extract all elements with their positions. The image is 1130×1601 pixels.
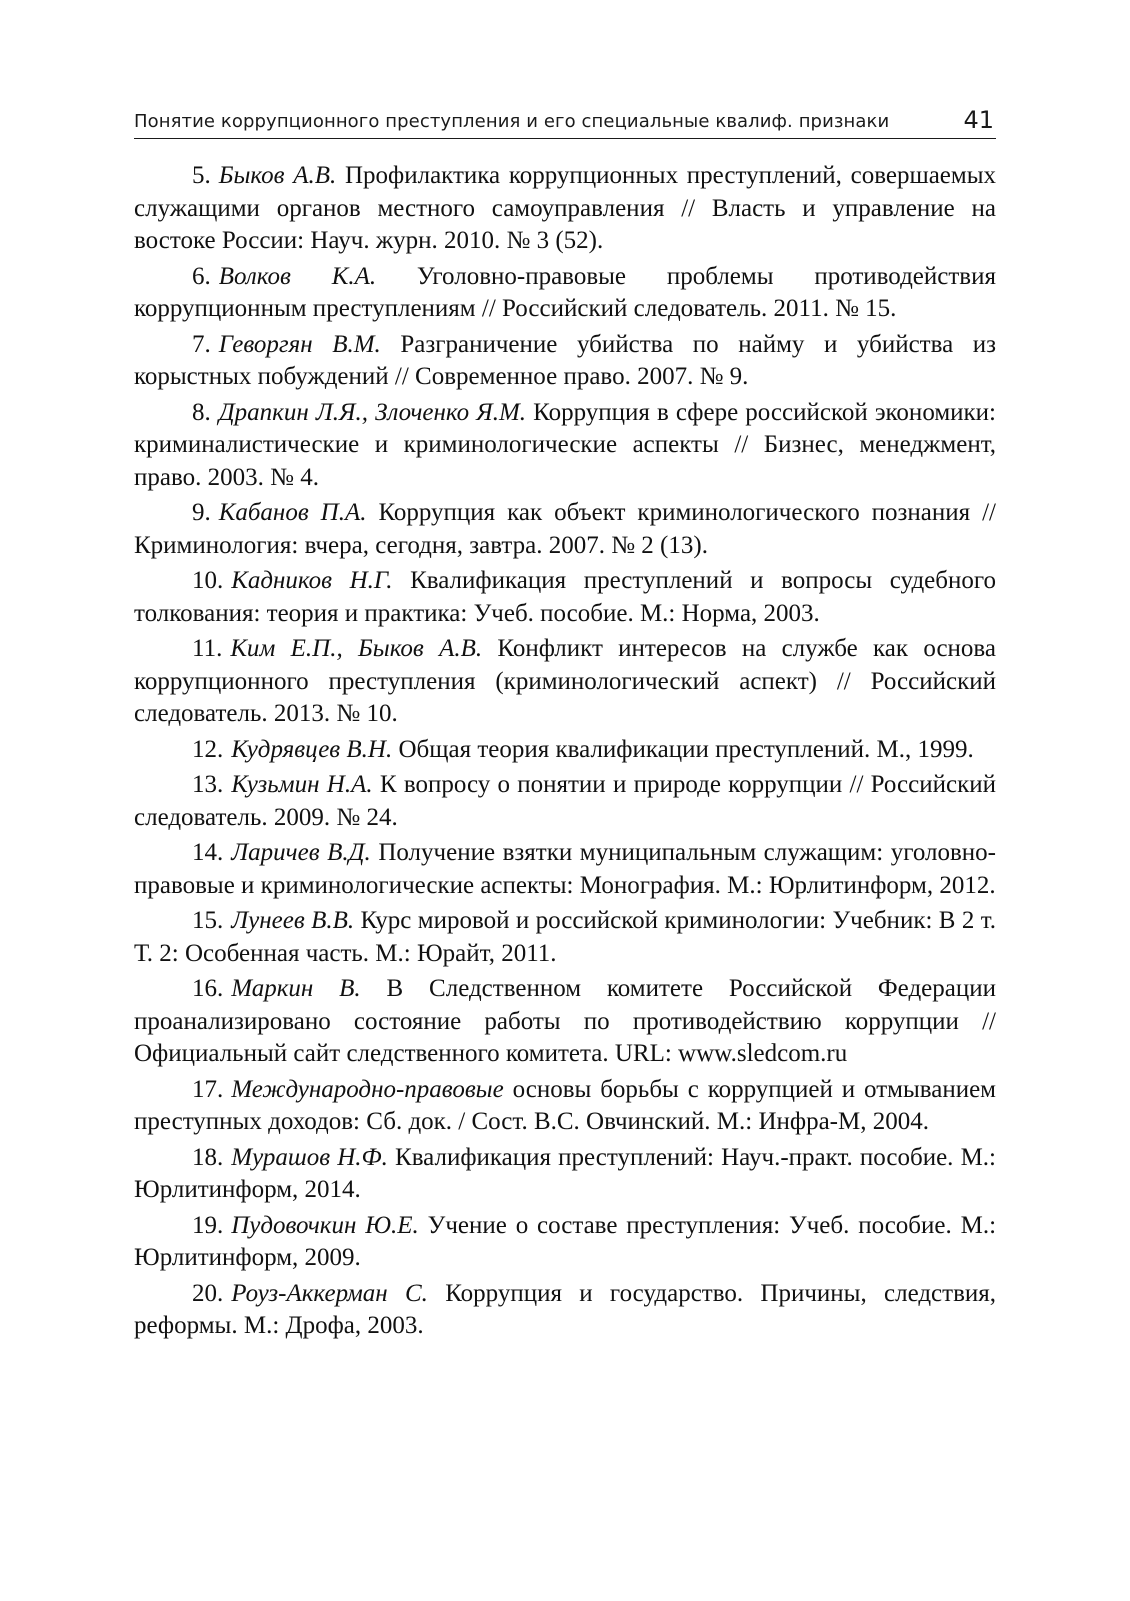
reference-number: 14. <box>192 839 224 866</box>
reference-text: основы борьбы с коррупцией и отмыванием преступных доходов: Сб. док. / Сост. В.С. Овчинский. М.: Инфра-М, 2004. <box>134 1075 996 1135</box>
reference-list <box>134 160 996 1346</box>
reference-author: Маркин В. <box>231 975 361 1002</box>
reference-text: Курс мировой и российской криминологии: Учебник: В 2 т. Т. 2: Особенная часть. М.: Юрайт, 2011. <box>134 907 996 967</box>
reference-author: Кадников Н.Г. <box>231 567 393 594</box>
reference-author: Ким Е.П., Быков А.В. <box>230 635 483 662</box>
reference-author: Роуз-Аккерман С. <box>231 1279 428 1307</box>
reference-number: 19. <box>192 1211 224 1239</box>
reference-item <box>134 905 996 970</box>
reference-author: Драпкин Л.Я., Злоченко Я.М. <box>218 398 527 426</box>
reference-author: Кудрявцев В.Н. <box>231 735 393 763</box>
running-title: Понятие коррупционного преступления и его специальные квалиф. признаки <box>134 111 890 132</box>
reference-number: 13. <box>192 771 224 798</box>
reference-author: Геворгян В.М. <box>218 330 381 358</box>
reference-number: 12. <box>192 735 224 763</box>
reference-text: Разграничение убийства по найму и убийства из корыстных побуждений // Современное право. 2007. № 9. <box>134 330 996 390</box>
reference-author: Мурашов Н.Ф. <box>231 1143 388 1171</box>
reference-text: К вопросу о понятии и природе коррупции // Российский следователь. 2009. № 24. <box>134 771 997 831</box>
reference-text: Коррупция как объект криминологического познания // Криминология: вчера, сегодня, завтра. 2007. № 2 (13). <box>134 499 997 559</box>
reference-number: 20. <box>192 1279 224 1307</box>
reference-text: Получение взятки муниципальным служащим: уголовно-правовые и криминологические аспекты: Монография. М.: Юрлитинформ, 2012. <box>134 839 997 899</box>
reference-author: Кабанов П.А. <box>218 499 367 526</box>
reference-author: Международно-правовые <box>231 1075 504 1103</box>
reference-number: 15. <box>192 907 224 934</box>
reference-text: Квалификация преступлений и вопросы судебного толкования: теория и практика: Учеб. пособие. М.: Норма, 2003. <box>134 567 996 627</box>
reference-item <box>134 1210 996 1275</box>
running-header <box>134 100 996 139</box>
reference-author: Быков А.В. <box>218 162 337 189</box>
reference-item <box>134 1142 996 1207</box>
reference-item <box>134 1074 996 1139</box>
reference-item <box>134 329 996 394</box>
reference-text: Общая теория квалификации преступлений. М., 1999. <box>398 735 974 763</box>
reference-author: Кузьмин Н.А. <box>231 771 373 798</box>
reference-author: Волков К.А. <box>218 262 377 290</box>
reference-item <box>134 160 996 258</box>
reference-number: 17. <box>192 1075 224 1103</box>
reference-number: 6. <box>192 262 211 290</box>
reference-number: 8. <box>192 398 211 426</box>
reference-item <box>134 633 996 731</box>
reference-item <box>134 1278 996 1343</box>
reference-item <box>134 397 996 495</box>
reference-number: 7. <box>192 330 211 358</box>
reference-number: 9. <box>192 499 211 526</box>
reference-number: 5. <box>192 162 211 189</box>
reference-text: Коррупция в сфере российской экономики: криминалистические и криминологические аспекты // Бизнес, менеджмент, право. 2003. № 4. <box>134 398 997 491</box>
reference-item <box>134 261 996 326</box>
reference-number: 16. <box>192 975 224 1002</box>
reference-author: Пудовочкин Ю.Е. <box>231 1211 419 1239</box>
reference-item <box>134 734 996 767</box>
reference-item <box>134 973 996 1071</box>
reference-item <box>134 837 996 902</box>
reference-text: Квалификация преступлений: Науч.-практ. пособие. М.: Юрлитинформ, 2014. <box>134 1143 996 1203</box>
reference-number: 10. <box>192 567 224 594</box>
reference-number: 18. <box>192 1143 224 1171</box>
reference-author: Лунеев В.В. <box>231 907 355 934</box>
reference-text: В Следственном комитете Российской Федерации проанализировано состояние работы по противодействию коррупции // Официальный сайт следственного комитета. URL: www.sledcom.ru <box>134 975 996 1067</box>
reference-item <box>134 565 996 630</box>
reference-item <box>134 497 996 562</box>
reference-text: Уголовно-правовые проблемы противодействия коррупционным преступлениям // Российский следователь. 2011. № 15. <box>134 262 996 322</box>
reference-text: Профилактика коррупционных преступлений, совершаемых служащими органов местного самоуправления // Власть и управление на востоке России: Науч. журн. 2010. № 3 (52). <box>134 162 997 254</box>
reference-author: Ларичев В.Д. <box>231 839 371 866</box>
reference-text: Учение о составе преступления: Учеб. пособие. М.: Юрлитинформ, 2009. <box>134 1211 997 1271</box>
reference-text: Конфликт интересов на службе как основа коррупционного преступления (криминологический аспект) // Российский следователь. 2013. № 10. <box>134 635 996 727</box>
reference-item <box>134 769 996 834</box>
page-number: 41 <box>963 106 994 134</box>
reference-number: 11. <box>192 635 223 662</box>
reference-text: Коррупция и государство. Причины, следствия, реформы. М.: Дрофа, 2003. <box>134 1279 997 1339</box>
